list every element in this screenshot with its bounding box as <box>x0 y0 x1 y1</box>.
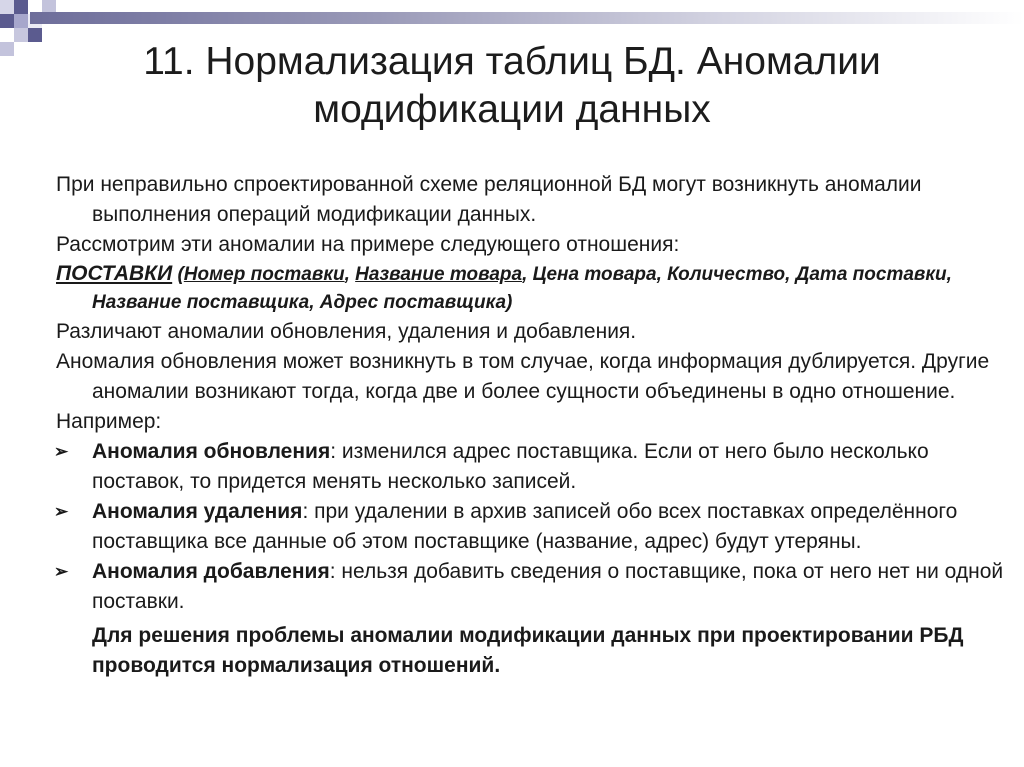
example-label: Например: <box>56 410 162 433</box>
arrow-bullet-icon: ➢ <box>54 562 69 581</box>
bullet-term: Аномалия добавления <box>92 560 330 583</box>
arrow-bullet-icon: ➢ <box>54 442 69 461</box>
decor-square-4 <box>14 14 28 28</box>
relation-rest-attrs: , Цена товара, Количество, Дата поставки, Название поставщика, Адрес поставщика) <box>92 264 952 313</box>
relation-key-attr-1: Номер поставки <box>183 264 345 285</box>
decor-square-1 <box>0 0 14 14</box>
bullet-term: Аномалия удаления <box>92 500 303 523</box>
bullet-item <box>56 557 1006 617</box>
update-anomaly-paragraph: Аномалия обновления может возникнуть в том случае, когда информация дублируется. Другие аномалии возникают тогда, когда две и более сущности объединены в одно отношение. <box>56 350 990 403</box>
decor-square-3 <box>0 14 14 28</box>
relation-name: ПОСТАВКИ <box>56 262 173 285</box>
relation-definition <box>56 260 1006 317</box>
slide-body <box>56 170 1006 681</box>
bullet-item <box>56 437 1006 497</box>
bullet-item <box>56 497 1006 557</box>
conclusion-text: Для решения проблемы аномалии модификации данных при проектировании РБД проводится нормализация отношений. <box>92 624 964 677</box>
slide-title <box>0 38 1024 134</box>
bullet-text: : изменился адрес поставщика. Если от него было несколько поставок, то придется менять несколько записей. <box>92 440 929 493</box>
relation-key-attr-2: Название товара <box>355 264 523 285</box>
relation-open-paren: ( <box>172 264 184 285</box>
arrow-bullet-icon: ➢ <box>54 502 69 521</box>
bullet-text: : при удалении в архив записей обо всех поставках определённого поставщика все данные об этом поставщике (название, адрес) будут утеряны. <box>92 500 958 553</box>
anomaly-types-paragraph: Различают аномалии обновления, удаления и добавления. <box>56 320 637 343</box>
bullet-term: Аномалия обновления <box>92 440 331 463</box>
slide-title-line2: модификации данных <box>313 88 711 131</box>
title-decor-bar <box>30 12 1024 24</box>
intro-paragraph-2: Рассмотрим эти аномалии на примере следующего отношения: <box>56 233 680 256</box>
bullet-text: : нельзя добавить сведения о поставщике, пока от него нет ни одной поставки. <box>92 560 1004 613</box>
relation-sep: , <box>344 264 356 285</box>
decor-square-2 <box>14 0 28 14</box>
intro-paragraph-1: При неправильно спроектированной схеме реляционной БД могут возникнуть аномалии выполнения операций модификации данных. <box>56 173 922 226</box>
slide-title-line1: 11. Нормализация таблиц БД. Аномалии <box>143 40 881 83</box>
